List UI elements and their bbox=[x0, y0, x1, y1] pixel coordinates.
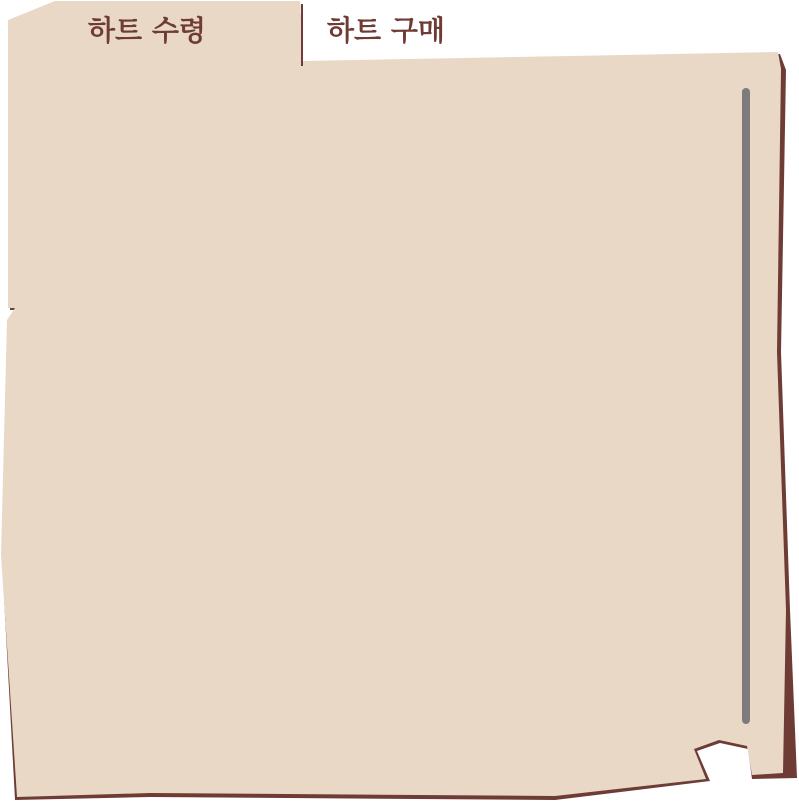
content-scroll-area[interactable] bbox=[30, 80, 730, 730]
tab-divider bbox=[301, 4, 303, 66]
vertical-scrollbar[interactable] bbox=[742, 88, 750, 724]
tab-heart-receive[interactable]: 하트 수령 bbox=[88, 14, 206, 47]
tab-heart-purchase[interactable]: 하트 구매 bbox=[327, 14, 445, 47]
